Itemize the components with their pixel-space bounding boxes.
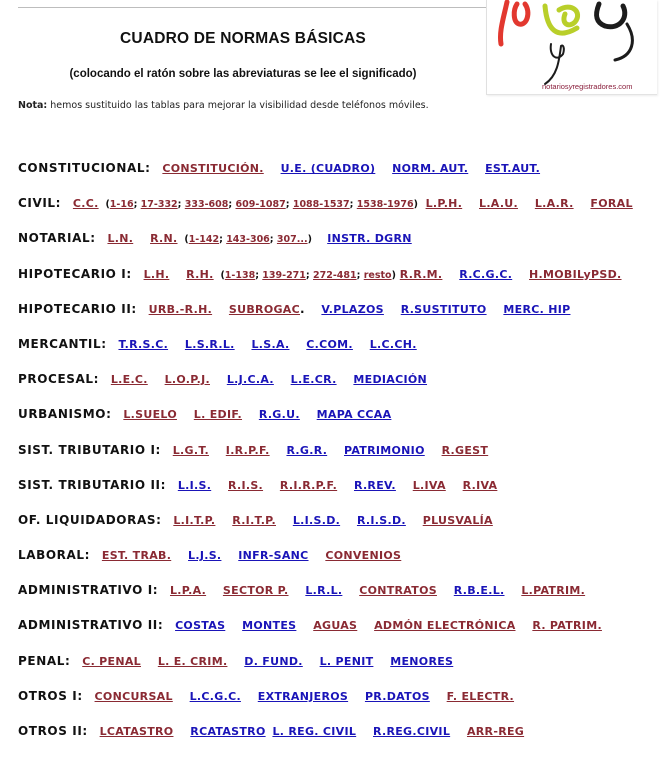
- link-lgt[interactable]: L.G.T.: [172, 443, 209, 457]
- link-subrogac[interactable]: SUBROGAC: [228, 302, 300, 316]
- period-mark: .: [300, 301, 305, 316]
- link-ccom[interactable]: C.COM.: [306, 337, 353, 351]
- link-foral[interactable]: FORAL: [590, 197, 633, 211]
- link-mapa-ccaa[interactable]: MAPA CCAA: [316, 408, 392, 422]
- link-rh[interactable]: R.H.: [186, 267, 214, 281]
- row-procesal: [18, 369, 658, 404]
- link-irpf[interactable]: I.R.P.F.: [225, 443, 270, 457]
- category-label: SIST. TRIBUTARIO II:: [18, 477, 166, 492]
- link-r-iva[interactable]: R.IVA: [462, 478, 498, 492]
- link-l-edif[interactable]: L. EDIF.: [193, 408, 243, 422]
- category-label: OTROS I:: [18, 688, 83, 703]
- link-lsa[interactable]: L.S.A.: [251, 337, 290, 351]
- link-rcatastro[interactable]: RCATASTRO: [190, 725, 266, 738]
- link-cc-1088-1537[interactable]: 1088-1537: [292, 199, 350, 211]
- link-lis[interactable]: L.I.S.: [177, 478, 212, 492]
- link-ljs[interactable]: L.J.S.: [188, 549, 222, 563]
- link-montes[interactable]: MONTES: [242, 619, 297, 633]
- link-r-sustituto[interactable]: R.SUSTITUTO: [400, 302, 487, 316]
- link-rrm[interactable]: R.R.M.: [399, 267, 443, 281]
- link-rirpf[interactable]: R.I.R.P.F.: [279, 478, 338, 492]
- link-aguas[interactable]: AGUAS: [313, 619, 358, 633]
- link-l-e-crim[interactable]: L. E. CRIM.: [157, 654, 228, 668]
- link-rcgc[interactable]: R.C.G.C.: [459, 267, 513, 281]
- top-divider: [18, 7, 488, 8]
- category-label: PROCESAL:: [18, 372, 100, 387]
- link-extranjeros[interactable]: EXTRANJEROS: [257, 689, 349, 703]
- link-instr-dgrn[interactable]: INSTR. DGRN: [327, 232, 412, 246]
- link-mediacion[interactable]: MEDIACIÓN: [353, 373, 428, 387]
- category-label: PENAL:: [18, 653, 71, 668]
- link-ue-cuadro[interactable]: U.E. (CUADRO): [280, 162, 376, 175]
- link-ln[interactable]: L.N.: [107, 232, 134, 246]
- row-penal: [18, 651, 658, 686]
- category-label: ADMINISTRATIVO II:: [18, 618, 164, 633]
- link-lau[interactable]: L.A.U.: [479, 197, 519, 211]
- link-r-patrim[interactable]: R. PATRIM.: [532, 619, 602, 633]
- mobile-note: Nota: hemos sustituido las tablas para mejorar la visibilidad desde teléfonos móviles.: [18, 100, 429, 111]
- link-rn-307[interactable]: 307...: [276, 234, 308, 246]
- link-constitucion[interactable]: CONSTITUCIÓN.: [162, 162, 264, 175]
- row-civil: [18, 193, 658, 228]
- link-lpa[interactable]: L.P.A.: [169, 584, 207, 598]
- category-label: CIVIL:: [18, 196, 62, 211]
- site-logo[interactable]: [486, 0, 657, 95]
- link-norm-aut[interactable]: NORM. AUT.: [392, 162, 469, 175]
- link-rn[interactable]: R.N.: [150, 232, 178, 246]
- link-admon-electronica[interactable]: ADMÓN ELECTRÓNICA: [374, 619, 516, 633]
- link-plusvalia[interactable]: PLUSVALÍA: [422, 513, 493, 527]
- link-patrimonio[interactable]: PATRIMONIO: [344, 443, 425, 457]
- link-rn-143-306[interactable]: 143-306: [226, 234, 270, 246]
- link-c-penal[interactable]: C. PENAL: [82, 654, 141, 668]
- link-rh-272-481[interactable]: 272-481: [313, 269, 357, 281]
- row-hipotecario-1: [18, 264, 658, 299]
- rn-articles: (1-142; 143-306; 307...): [184, 234, 312, 246]
- link-lopj[interactable]: L.O.P.J.: [164, 373, 210, 387]
- link-ljca[interactable]: L.J.C.A.: [226, 373, 274, 387]
- category-label: ADMINISTRATIVO I:: [18, 583, 159, 598]
- row-notarial: [18, 228, 658, 263]
- link-l-iva[interactable]: L.IVA: [412, 478, 446, 492]
- rh-articles: (1-138; 139-271; 272-481; resto): [220, 269, 396, 281]
- link-trsc[interactable]: T.R.S.C.: [118, 337, 169, 351]
- link-lec[interactable]: L.E.C.: [110, 373, 148, 387]
- link-r-reg-civil[interactable]: R.REG.CIVIL: [373, 725, 451, 738]
- page-subtitle: (colocando el ratón sobre las abreviaturas se lee el significado): [69, 68, 417, 80]
- link-rh-resto[interactable]: resto: [363, 269, 392, 281]
- row-constitucional: [18, 158, 658, 193]
- link-risd[interactable]: R.I.S.D.: [356, 513, 406, 527]
- link-concursal[interactable]: CONCURSAL: [94, 689, 173, 703]
- row-otros-1: [18, 686, 658, 721]
- link-costas[interactable]: COSTAS: [175, 619, 226, 633]
- link-sector-p[interactable]: SECTOR P.: [222, 584, 289, 598]
- row-mercantil: [18, 334, 658, 369]
- link-rgu[interactable]: R.G.U.: [258, 408, 300, 422]
- link-rgr[interactable]: R.G.R.: [286, 443, 328, 457]
- link-v-plazos[interactable]: V.PLAZOS: [321, 302, 384, 316]
- row-hipotecario-2: [18, 299, 658, 334]
- category-label: CONSTITUCIONAL:: [18, 161, 151, 175]
- link-lcch[interactable]: L.C.CH.: [369, 337, 417, 351]
- row-laboral: [18, 545, 658, 580]
- norms-list: [18, 158, 658, 756]
- link-infr-sanc[interactable]: INFR-SANC: [238, 549, 309, 563]
- link-cc[interactable]: C.C.: [72, 197, 99, 211]
- link-r-gest[interactable]: R.GEST: [441, 443, 489, 457]
- link-lcgc[interactable]: L.C.G.C.: [189, 689, 241, 703]
- link-cc-17-332[interactable]: 17-332: [140, 199, 178, 211]
- link-convenios[interactable]: CONVENIOS: [325, 549, 402, 563]
- link-rbel[interactable]: R.B.E.L.: [453, 584, 505, 598]
- cc-articles: (1-16; 17-332; 333-608; 609-1087; 1088-1537; 1538-1976): [105, 199, 418, 211]
- link-lh[interactable]: L.H.: [143, 267, 170, 281]
- link-contratos[interactable]: CONTRATOS: [359, 584, 437, 598]
- category-label: URBANISMO:: [18, 407, 112, 422]
- category-label: OF. LIQUIDADORAS:: [18, 512, 162, 527]
- link-rh-1-138[interactable]: 1-138: [224, 269, 256, 281]
- link-lisd[interactable]: L.I.S.D.: [292, 513, 341, 527]
- row-tributario-2: [18, 475, 658, 510]
- link-l-reg-civil[interactable]: L. REG. CIVIL: [272, 725, 357, 738]
- category-label: HIPOTECARIO II:: [18, 301, 137, 316]
- link-arr-reg[interactable]: ARR-REG: [466, 725, 525, 738]
- category-label: MERCANTIL:: [18, 336, 107, 351]
- link-menores[interactable]: MENORES: [390, 654, 454, 668]
- link-l-penit[interactable]: L. PENIT: [319, 654, 374, 668]
- link-cc-609-1087[interactable]: 609-1087: [235, 199, 286, 211]
- link-cc-333-608[interactable]: 333-608: [184, 199, 229, 211]
- link-lar[interactable]: L.A.R.: [534, 197, 574, 211]
- link-litp[interactable]: L.I.T.P.: [173, 513, 216, 527]
- logo-graphic: [487, 0, 657, 94]
- link-rh-139-271[interactable]: 139-271: [262, 269, 306, 281]
- link-rn-1-142[interactable]: 1-142: [188, 234, 220, 246]
- link-f-electr[interactable]: F. ELECTR.: [446, 689, 515, 703]
- link-cc-1538-1976[interactable]: 1538-1976: [356, 199, 414, 211]
- link-l-patrim[interactable]: L.PATRIM.: [521, 584, 586, 598]
- page-title: CUADRO DE NORMAS BÁSICAS: [120, 30, 366, 47]
- link-merc-hip[interactable]: MERC. HIP: [503, 302, 571, 316]
- link-d-fund[interactable]: D. FUND.: [244, 654, 303, 668]
- link-hmobil-psd[interactable]: H.MOBILyPSD.: [529, 267, 622, 281]
- link-lecr[interactable]: L.E.CR.: [290, 373, 337, 387]
- link-est-aut[interactable]: EST.AUT.: [485, 162, 541, 175]
- row-urbanismo: [18, 404, 658, 439]
- row-administrativo-1: [18, 580, 658, 615]
- link-r-rev[interactable]: R.REV.: [353, 478, 396, 492]
- link-ris[interactable]: R.I.S.: [228, 478, 264, 492]
- category-label: OTROS II:: [18, 724, 88, 738]
- category-label: HIPOTECARIO I:: [18, 266, 132, 281]
- logo-wordmark: notariosyregistradores.com: [542, 82, 633, 91]
- link-cc-1-16[interactable]: 1-16: [109, 199, 134, 211]
- row-tributario-1: [18, 440, 658, 475]
- link-lph[interactable]: L.P.H.: [425, 197, 463, 211]
- link-urb-rh[interactable]: URB.-R.H.: [148, 302, 213, 316]
- row-otros-2: [18, 721, 658, 756]
- link-pr-datos[interactable]: PR.DATOS: [364, 689, 430, 703]
- category-label: LABORAL:: [18, 548, 91, 563]
- link-ritp[interactable]: R.I.T.P.: [232, 513, 276, 527]
- link-lcatastro[interactable]: LCATASTRO: [99, 725, 174, 738]
- category-label: SIST. TRIBUTARIO I:: [18, 442, 161, 457]
- category-label: NOTARIAL:: [18, 231, 96, 246]
- row-administrativo-2: [18, 615, 658, 650]
- link-l-suelo[interactable]: L.SUELO: [123, 408, 177, 422]
- link-lrl[interactable]: L.R.L.: [305, 584, 343, 598]
- link-est-trab[interactable]: EST. TRAB.: [101, 549, 172, 563]
- row-liquidadoras: [18, 510, 658, 545]
- link-lsrl[interactable]: L.S.R.L.: [184, 337, 235, 351]
